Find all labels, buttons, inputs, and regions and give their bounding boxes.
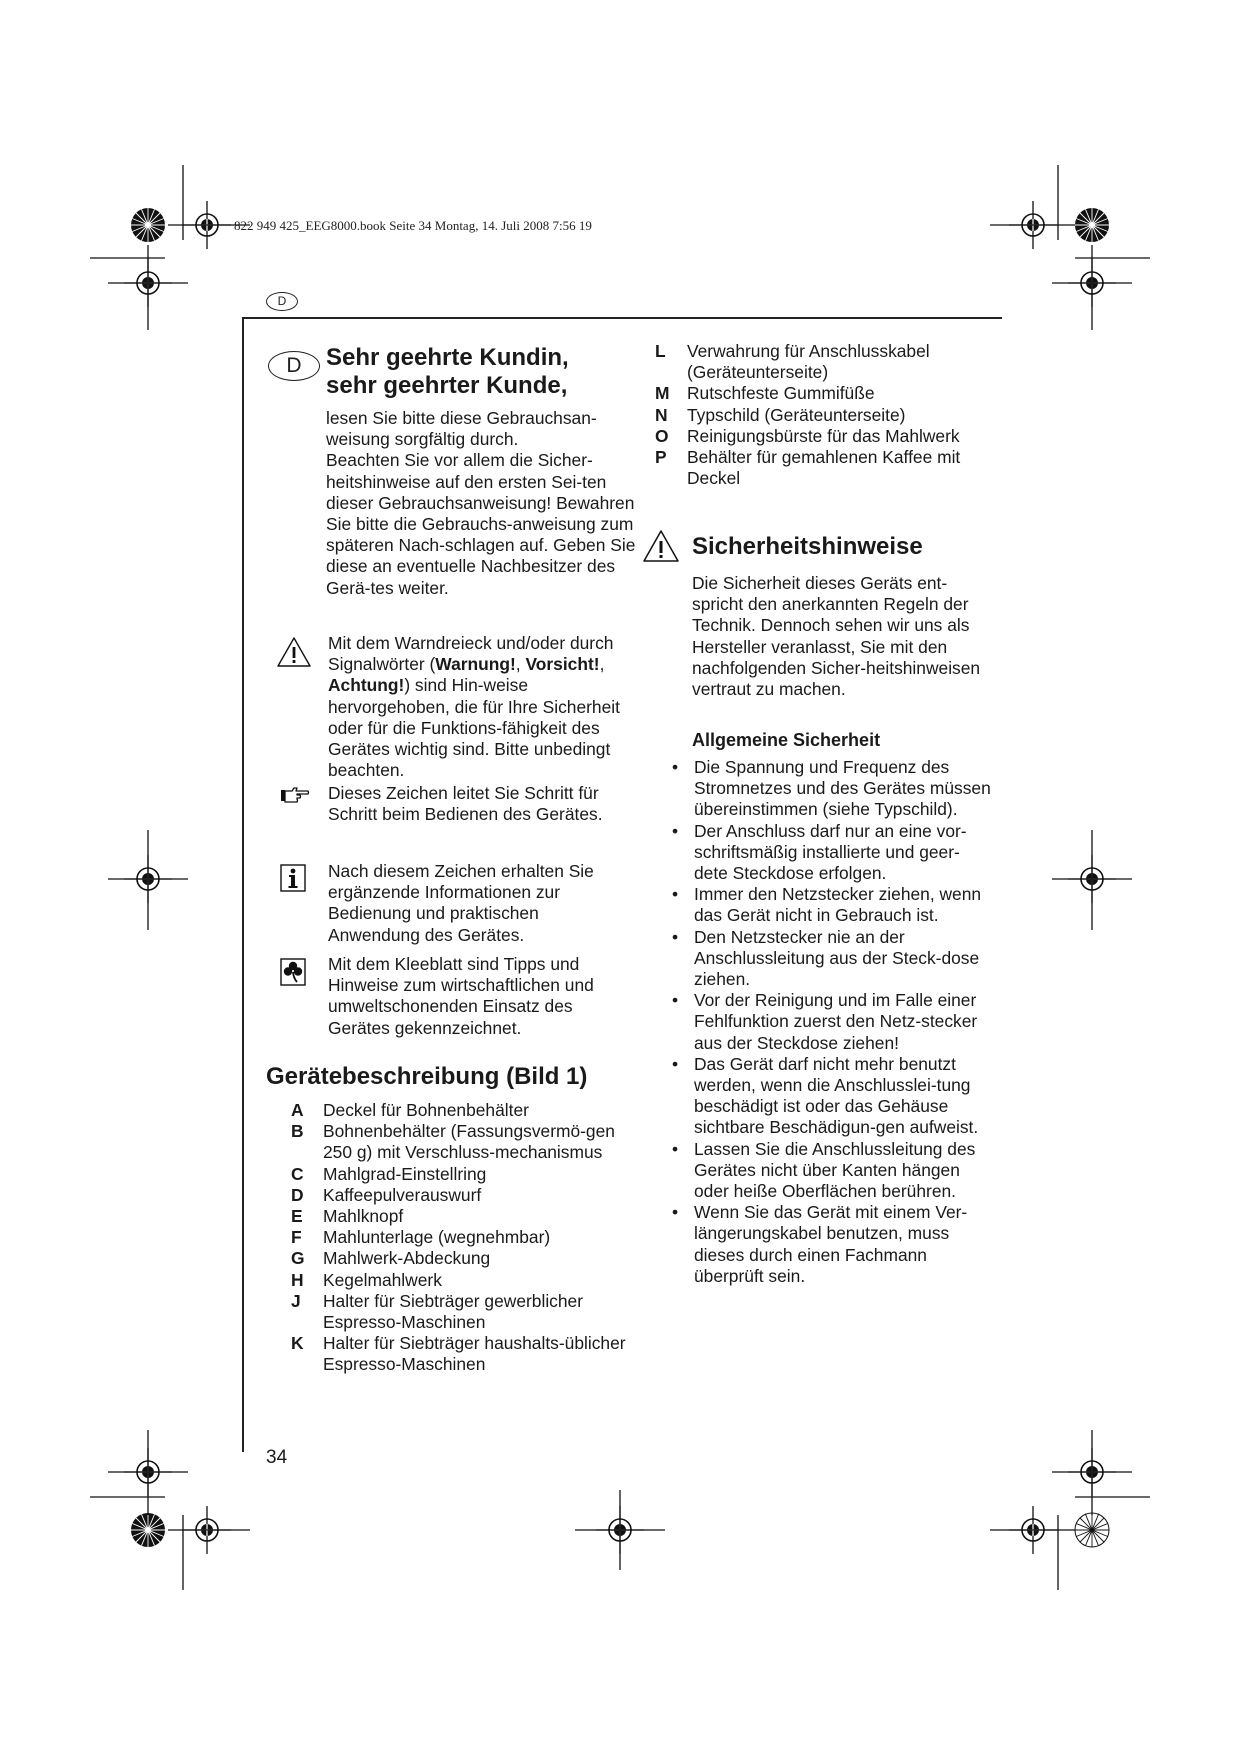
file-slug: 822 949 425_EEG8000.book Seite 34 Montag, 14. Juli 2008 7:56 19 [234,218,592,233]
intro-paragraph: lesen Sie bitte diese Gebrauchsan-weisung sorgfältig durch. [326,408,597,450]
legend-item: P Behälter für gemahlenen Kaffee mit Deckel [655,447,961,489]
cloverleaf-icon [280,958,306,986]
list-item: • Vor der Reinigung und im Falle einer Fehlfunktion zuerst den Netz-stecker aus der Steckdose ziehen! [672,990,978,1053]
legend-item: M Rutschfeste Gummifüße [655,383,875,404]
note-info-text: Nach diesem Zeichen erhalten Sie ergänzende Informationen zur Bedienung und praktischen Anwendung des Gerätes. [328,861,594,945]
signal-word-warnung: Warnung! [435,654,516,675]
intro-paragraph: Beachten Sie vor allem die Sicher-heitshinweise auf den ersten Sei-ten dieser Gebrauchsanweisung! Bewahren Sie bitte die Gebrauchs-anweisung zum späteren Nach-schlagen auf. Geben Sie diese an eventuelle Nachbesitzer des Gerä-tes weiter. [326,450,636,598]
intro-body [326,408,636,599]
general-safety-subtitle: Allgemeine Sicherheit [692,730,881,750]
intro-title-line2: sehr geehrter Kunde, [326,372,568,399]
page-number: 34 [266,1447,288,1468]
signal-word-achtung: Achtung! [328,675,405,696]
note-step-text: Dieses Zeichen leitet Sie Schritt für Schritt beim Bedienen des Gerätes. [328,783,603,825]
list-item: • Das Gerät darf nicht mehr benutzt werden, wenn die Anschlusslei-tung beschädigt ist oder das Gehäuse sichtbare Beschädigun-gen aufweist. [672,1053,979,1138]
parts-legend-left [287,1100,627,1376]
language-marker: D [266,292,298,311]
safety-intro: Die Sicherheit dieses Geräts ent-spricht den anerkannten Regeln der Technik. Dennoch sehen wir uns als Hersteller veranlasst, Sie mit den nachfolgenden Sicher-heitshinweisen vertraut zu machen. [692,573,981,700]
top-rule [242,317,1002,319]
legend-item: E Mahlknopf [291,1206,404,1227]
legend-item: C Mahlgrad-Einstellring [291,1163,487,1184]
signal-word-vorsicht: Vorsicht! [525,654,600,675]
note-step [280,783,630,825]
note-warning [280,633,630,781]
list-item: • Den Netzstecker nie an der Anschlussleitung aus der Steck-dose ziehen. [672,926,980,990]
pointing-hand-icon [280,786,310,804]
legend-item: J Halter für Siebträger gewerblicher Espresso-Maschinen [291,1290,584,1333]
legend-item: D Kaffeepulverauswurf [291,1184,482,1205]
list-item: • Die Spannung und Frequenz des Stromnetzes und des Gerätes müssen übereinstimmen (siehe Typschild). [672,757,991,820]
info-icon [280,864,306,892]
intro-title [326,344,656,400]
legend-item: N Typschild (Geräteunterseite) [655,404,906,425]
warning-triangle-icon [276,635,312,669]
legend-item: A Deckel für Bohnenbehälter [291,1100,529,1120]
parts-legend-right [651,341,991,489]
left-rule [242,317,244,1452]
warning-triangle-icon [641,528,681,564]
legend-item: B Bohnenbehälter (Fassungsvermö-gen 250 g) mit Verschluss-mechanismus [291,1121,615,1163]
safety-title: Sicherheitshinweise [692,533,923,560]
list-item: • Der Anschluss darf nur an eine vor-schriftsmäßig installierte und geer-dete Steckdose erfolgen. [672,820,967,884]
list-item: • Immer den Netzstecker ziehen, wenn das Gerät nicht in Gebrauch ist. [672,884,982,926]
intro-title-line1: Sehr geehrte Kundin, [326,344,569,371]
safety-bullets [672,757,992,1287]
note-info [280,861,630,946]
legend-item: L Verwahrung für Anschlusskabel (Geräteunterseite) [655,341,930,383]
language-badge: D [268,351,320,381]
note-warning-text: Mit dem Warndreieck und/oder durch Signalwörter (Warnung!, Vorsicht!, Achtung!) sind Hin-weise hervorgehoben, die für Ihre Sicherheit oder für die Funktions-fähigkeit des Gerätes wichtig sind. Bitte unbedingt beachten. [328,633,620,781]
legend-item: G Mahlwerk-Abdeckung [291,1248,491,1269]
note-eco-text: Mit dem Kleeblatt sind Tipps und Hinweise zum wirtschaftlichen und umweltschonenden Einsatz des Gerätes gekennzeichnet. [328,954,594,1038]
description-title: Gerätebeschreibung (Bild 1) [266,1063,588,1090]
list-item: • Wenn Sie das Gerät mit einem Ver-längerungskabel benutzen, muss dieses durch einen Fachmann überprüft sein. [672,1202,968,1286]
list-item: • Lassen Sie die Anschlussleitung des Gerätes nicht über Kanten hängen oder heiße Oberflächen berühren. [672,1138,976,1202]
note-eco [280,954,630,1039]
legend-item: K Halter für Siebträger haushalts-üblicher Espresso-Maschinen [291,1333,626,1375]
legend-item: H Kegelmahlwerk [291,1269,442,1290]
legend-item: O Reinigungsbürste für das Mahlwerk [655,425,960,446]
legend-item: F Mahlunterlage (wegnehmbar) [291,1227,551,1248]
